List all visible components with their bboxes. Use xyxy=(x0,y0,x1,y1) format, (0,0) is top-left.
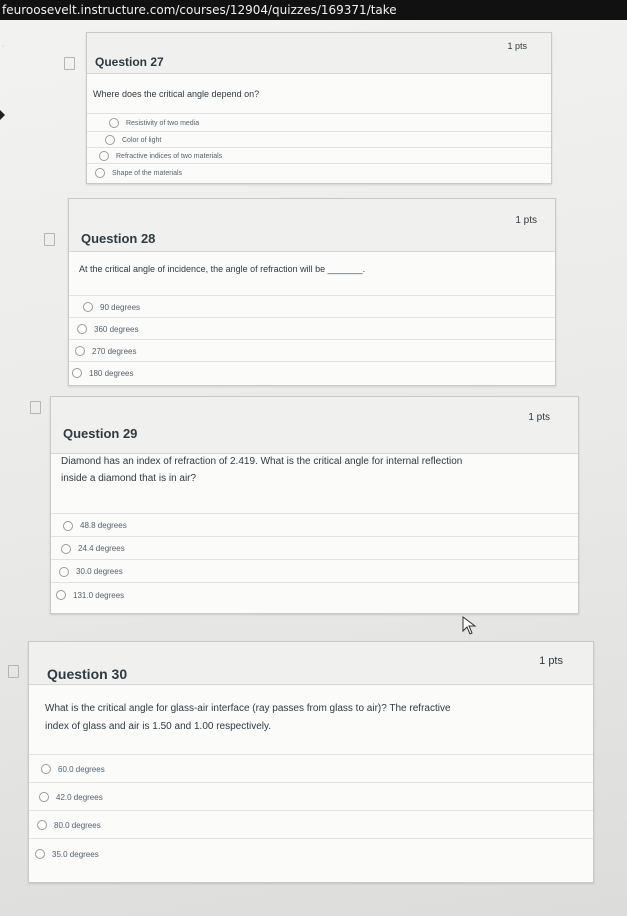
question-title: Question 27 xyxy=(95,55,164,69)
answer-option[interactable] xyxy=(51,559,578,583)
question-text-line: index of glass and air is 1.50 and 1.00 respectively. xyxy=(45,721,272,732)
answer-option[interactable] xyxy=(87,163,551,182)
radio-button[interactable] xyxy=(61,544,71,554)
flag-question-icon[interactable] xyxy=(64,57,75,70)
radio-button[interactable] xyxy=(99,151,109,161)
question-card-27 xyxy=(86,32,552,184)
flag-question-icon[interactable] xyxy=(8,665,19,678)
question-text-line: Diamond has an index of refraction of 2.419. What is the critical angle for internal reflection xyxy=(61,456,463,467)
answer-label: Color of light xyxy=(122,136,162,144)
answer-option[interactable] xyxy=(51,536,578,560)
question-points: 1 pts xyxy=(507,41,527,51)
answer-label: 42.0 degrees xyxy=(56,792,103,802)
radio-button[interactable] xyxy=(83,302,93,312)
radio-button[interactable] xyxy=(41,764,51,774)
question-text-line: inside a diamond that is in air? xyxy=(61,473,197,484)
question-points: 1 pts xyxy=(539,655,563,667)
answer-label: Refractive indices of two materials xyxy=(116,152,223,160)
answer-option[interactable] xyxy=(87,113,551,132)
question-header xyxy=(87,33,551,74)
answer-label: 360 degrees xyxy=(94,324,139,334)
radio-button[interactable] xyxy=(77,324,87,334)
radio-button[interactable] xyxy=(59,567,69,577)
answer-option[interactable] xyxy=(69,317,555,340)
answer-option[interactable] xyxy=(51,582,578,607)
answer-option[interactable] xyxy=(87,147,551,164)
answer-label: 131.0 degrees xyxy=(73,590,125,600)
answer-label: 35.0 degrees xyxy=(52,849,99,859)
answer-option[interactable] xyxy=(29,810,593,839)
sidebar-toggle-icon[interactable] xyxy=(0,110,5,120)
question-title: Question 30 xyxy=(47,666,128,682)
answer-label: 270 degrees xyxy=(92,346,137,356)
radio-button[interactable] xyxy=(72,368,82,378)
radio-button[interactable] xyxy=(95,168,105,178)
radio-button[interactable] xyxy=(56,590,66,600)
answer-option[interactable] xyxy=(29,838,593,869)
answer-option[interactable] xyxy=(69,339,555,362)
radio-button[interactable] xyxy=(109,118,119,128)
answer-label: 30.0 degrees xyxy=(76,567,123,576)
mouse-cursor-icon xyxy=(462,616,478,636)
answer-label: 24.4 degrees xyxy=(78,544,125,553)
question-text xyxy=(61,455,462,485)
answer-label: 90 degrees xyxy=(100,302,141,312)
question-text: At the critical angle of incidence, the angle of refraction will be _______. xyxy=(79,264,366,274)
radio-button[interactable] xyxy=(39,792,49,802)
question-points: 1 pts xyxy=(528,412,550,423)
answer-option[interactable] xyxy=(69,361,555,384)
answer-label: 48.8 degrees xyxy=(80,521,127,530)
question-title: Question 29 xyxy=(63,426,138,441)
flag-question-icon[interactable] xyxy=(44,233,55,246)
answer-label: 80.0 degrees xyxy=(54,820,101,830)
question-header xyxy=(51,397,578,454)
question-card-29 xyxy=(50,396,579,614)
answer-label: Shape of the materials xyxy=(112,169,183,177)
answer-option[interactable] xyxy=(69,295,555,318)
page-edge-mark: · xyxy=(2,43,5,50)
answer-label: 180 degrees xyxy=(89,368,134,378)
answer-option[interactable] xyxy=(29,754,593,783)
address-bar[interactable]: feuroosevelt.instructure.com/courses/12904/quizzes/169371/take xyxy=(0,0,627,20)
answer-option[interactable] xyxy=(29,782,593,811)
answer-label: 60.0 degrees xyxy=(58,764,105,774)
answer-option[interactable] xyxy=(87,131,551,148)
flag-question-icon[interactable] xyxy=(30,401,41,414)
question-header xyxy=(29,642,593,685)
radio-button[interactable] xyxy=(37,820,47,830)
question-points: 1 pts xyxy=(515,215,537,226)
question-title: Question 28 xyxy=(81,231,156,246)
question-text xyxy=(45,702,451,733)
question-card-28 xyxy=(68,198,556,386)
question-text: Where does the critical angle depend on? xyxy=(93,89,260,99)
radio-button[interactable] xyxy=(105,135,115,145)
question-text-line: What is the critical angle for glass-air interface (ray passes from glass to air)? The refractive xyxy=(45,703,451,714)
answer-label: Resistivity of two media xyxy=(126,119,200,127)
question-header xyxy=(69,199,555,252)
radio-button[interactable] xyxy=(75,346,85,356)
radio-button[interactable] xyxy=(35,849,45,859)
question-card-30 xyxy=(28,641,594,883)
radio-button[interactable] xyxy=(63,521,73,531)
answer-option[interactable] xyxy=(51,513,578,537)
